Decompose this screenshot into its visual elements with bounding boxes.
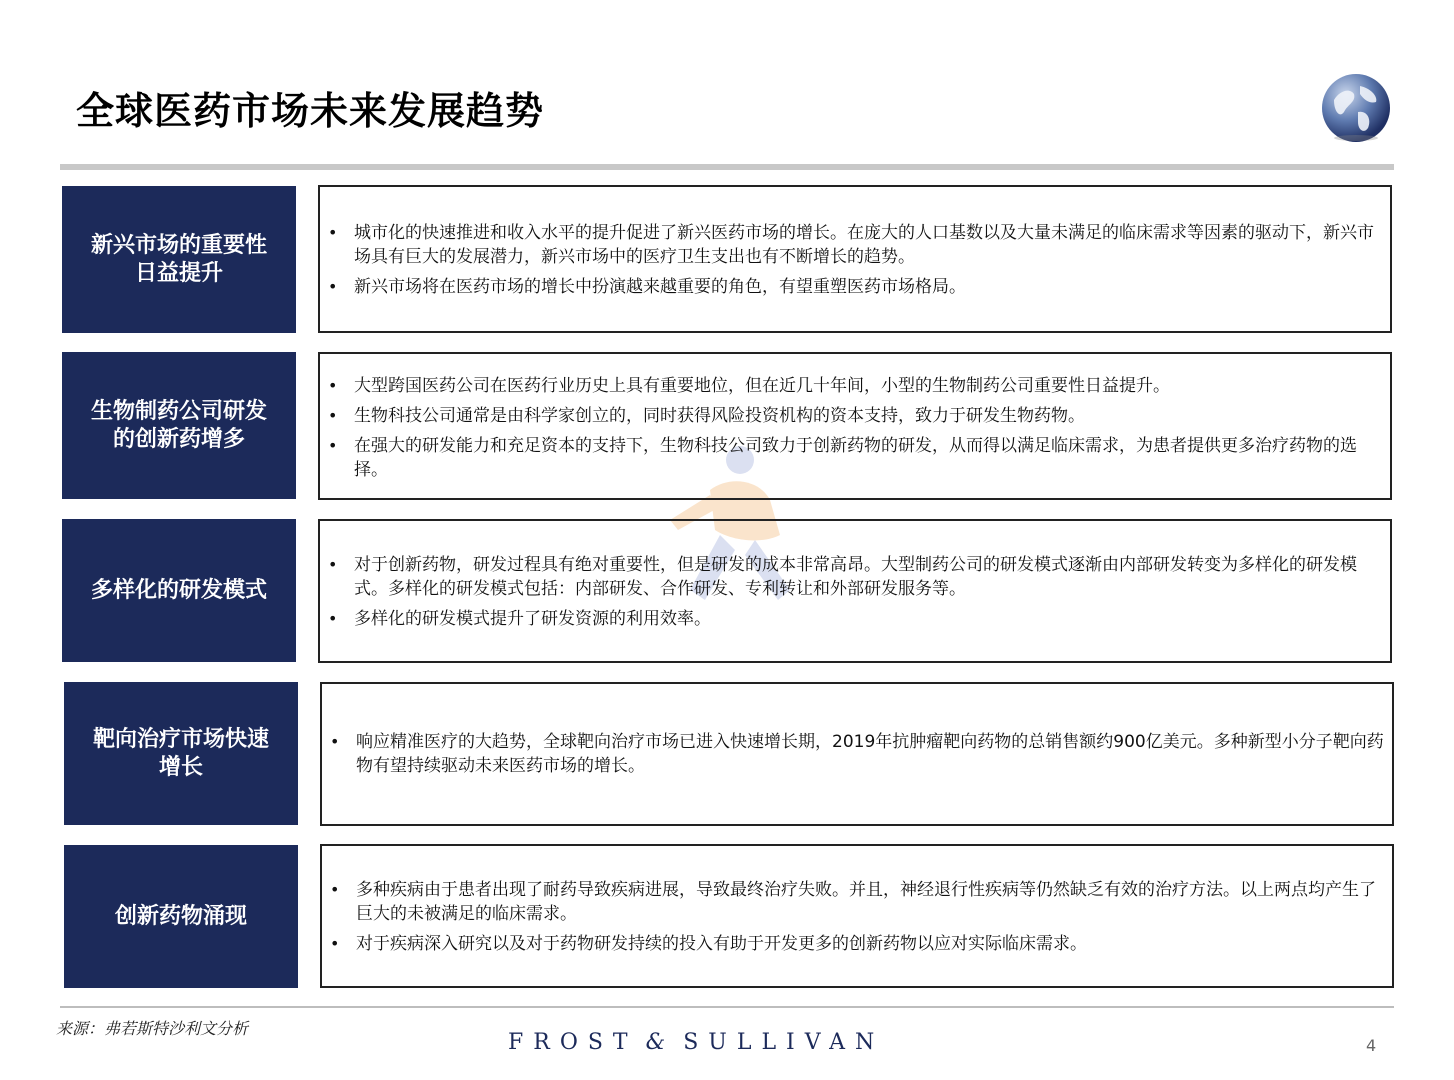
- page-title: 全球医药市场未来发展趋势: [76, 89, 545, 133]
- trend-label-line2: 的创新药增多: [112, 426, 245, 452]
- bullet-item: • 新兴市场将在医药市场的增长中扮演越来越重要的角色，有望重塑医药市场格局。: [320, 275, 1390, 299]
- brand-right: SULLIVAN: [683, 1030, 885, 1055]
- trend-content: [318, 185, 1392, 333]
- page-number: 4: [1366, 1036, 1377, 1055]
- trend-label: [62, 186, 296, 333]
- bullet-item: • 响应精准医疗的大趋势，全球靶向治疗市场已进入快速增长期，2019年抗肿瘤靶向药物的总销售额约900亿美元。多种新型小分子靶向药物有望持续驱动未来医药市场的增长。: [322, 730, 1392, 778]
- globe-icon: [1320, 72, 1392, 144]
- trend-label: [62, 352, 296, 499]
- trend-label-line1: 多样化的研发模式: [90, 577, 267, 603]
- bottom-divider: [60, 1006, 1394, 1008]
- trend-label-line2: 日益提升: [134, 260, 223, 286]
- brand-left: FROST: [508, 1030, 638, 1055]
- bullet-item: • 多样化的研发模式提升了研发资源的利用效率。: [320, 607, 1390, 631]
- trend-content: [318, 352, 1392, 500]
- trend-label-line2: 增长: [158, 754, 203, 780]
- trend-label-line1: 靶向治疗市场快速: [92, 726, 269, 752]
- bullet-item: • 大型跨国医药公司在医药行业历史上具有重要地位，但在近几十年间，小型的生物制药公司重要性日益提升。: [320, 374, 1390, 398]
- bullet-item: • 在强大的研发能力和充足资本的支持下，生物科技公司致力于创新药物的研发，从而得以满足临床需求，为患者提供更多治疗药物的选择。: [320, 434, 1390, 482]
- bullet-item: • 生物科技公司通常是由科学家创立的，同时获得风险投资机构的资本支持，致力于研发生物药物。: [320, 404, 1390, 428]
- source-note: 来源：弗若斯特沙利文分析: [56, 1019, 249, 1038]
- trend-label: [62, 519, 296, 662]
- trend-label-line1: 创新药物涌现: [114, 903, 247, 929]
- brand-logo: [508, 1030, 884, 1055]
- trend-content: [320, 682, 1394, 826]
- trend-label: [64, 682, 298, 825]
- top-divider: [60, 164, 1394, 170]
- trend-label-line1: 生物制药公司研发: [90, 398, 267, 424]
- bullet-item: • 城市化的快速推进和收入水平的提升促进了新兴医药市场的增长。在庞大的人口基数以及大量未满足的临床需求等因素的驱动下，新兴市场具有巨大的发展潜力，新兴市场中的医疗卫生支出也有不断增长的趋势。: [320, 221, 1390, 269]
- trend-content: [318, 519, 1392, 663]
- trend-content: [320, 844, 1394, 988]
- brand-amp: &: [645, 1030, 666, 1055]
- bullet-item: • 对于创新药物，研发过程具有绝对重要性，但是研发的成本非常高昂。大型制药公司的研发模式逐渐由内部研发转变为多样化的研发模式。多样化的研发模式包括：内部研发、合作研发、专利转让和外部研发服务等。: [320, 553, 1390, 601]
- trend-label-line1: 新兴市场的重要性: [90, 232, 267, 258]
- trend-label: [64, 845, 298, 988]
- bullet-item: • 多种疾病由于患者出现了耐药导致疾病进展，导致最终治疗失败。并且，神经退行性疾病等仍然缺乏有效的治疗方法。以上两点均产生了巨大的未被满足的临床需求。: [322, 878, 1392, 926]
- bullet-item: • 对于疾病深入研究以及对于药物研发持续的投入有助于开发更多的创新药物以应对实际临床需求。: [322, 932, 1392, 956]
